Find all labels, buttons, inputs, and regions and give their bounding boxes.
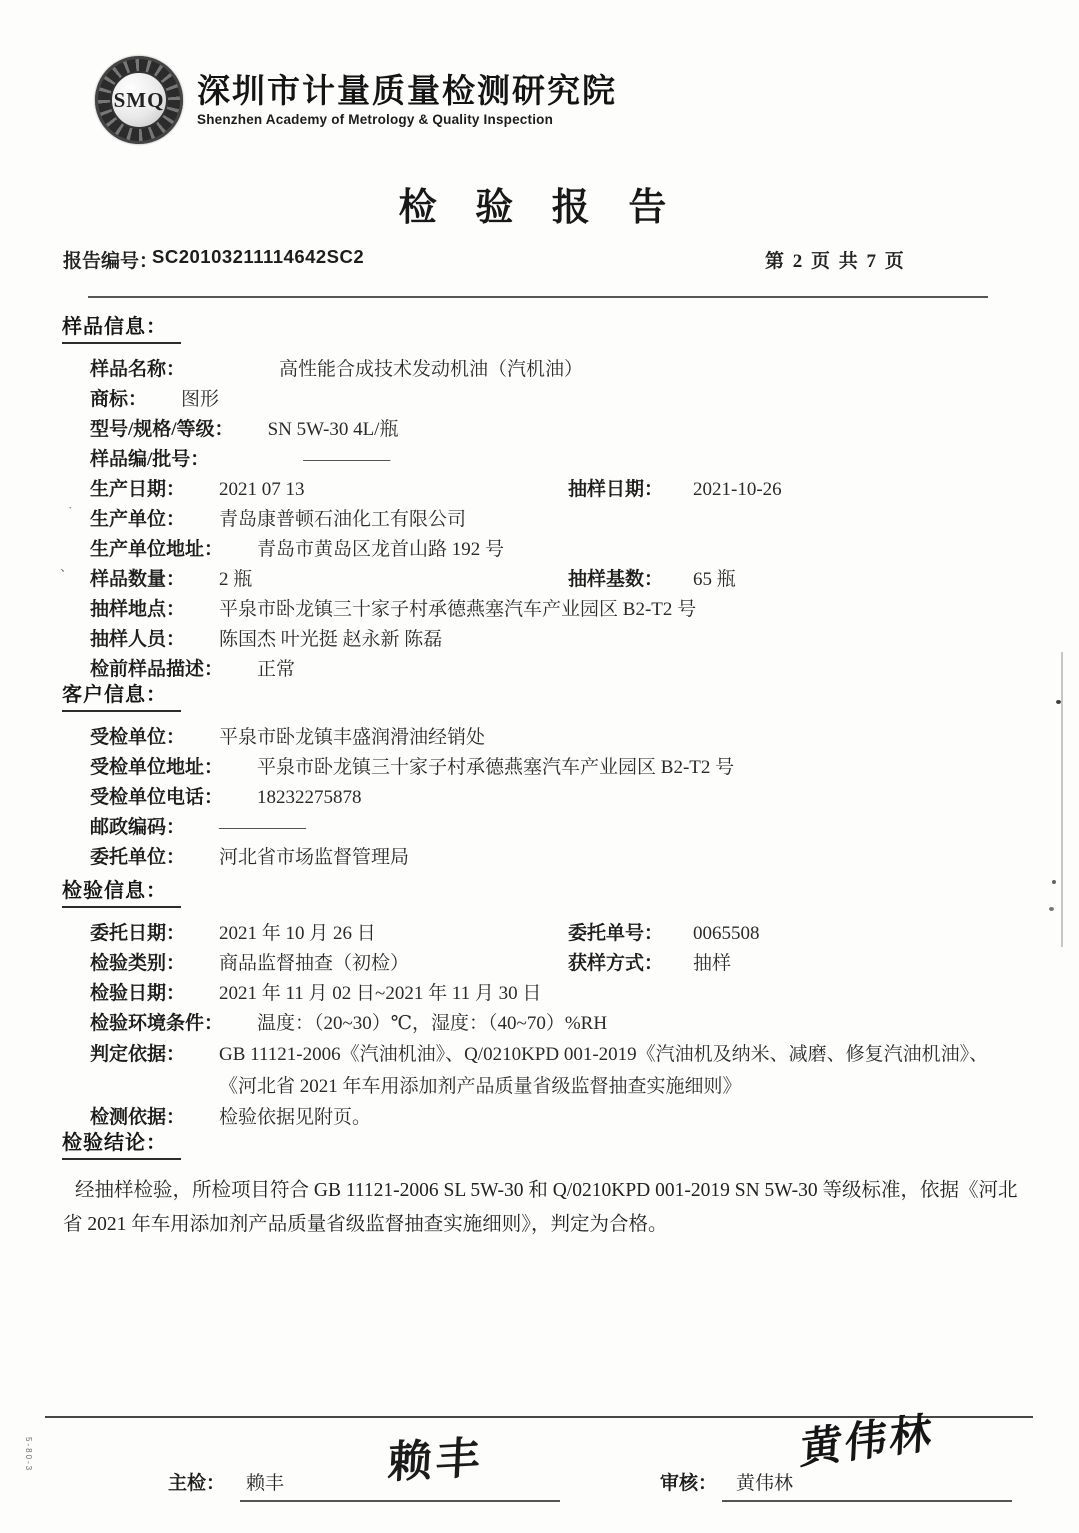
field-value: 检验依据见附页。 [219,1107,372,1128]
report-number-label: 报告编号： [63,251,159,272]
field-row-sampling-place [0,595,1079,625]
field-pair-entrust-no [568,919,760,949]
reviewer-printed-name: 黄伟林 [736,1473,794,1494]
field-label: 获样方式： [568,953,664,974]
field-row-manufacturer-address [0,535,1079,565]
field-value: 18232275878 [257,787,362,808]
inspector-printed-name: 赖丰 [246,1473,285,1494]
field-value: 青岛康普顿石油化工有限公司 [219,509,467,530]
field-row-manufacturer [0,505,1079,535]
reviewer-handwritten-signature: 黄伟林 [799,1407,936,1474]
field-row-inspection-date [0,979,1079,1009]
letterhead [95,56,617,144]
field-label: 委托单位： [90,847,186,868]
field-value: 抽样 [693,953,732,974]
field-row-inspection-category [0,949,1079,979]
section-inspection-info [0,874,1079,1133]
inspector-label: 主检： [168,1473,226,1494]
section-title-sample: 样品信息： [62,310,181,344]
field-value: 温度：（20~30）℃，湿度：（40~70）%RH [257,1013,608,1034]
field-value: 正常 [257,659,296,680]
field-label: 检验环境条件： [90,1013,224,1034]
field-label: 抽样基数： [568,569,664,590]
field-value: ————— [219,817,305,838]
section-sample-info [0,310,1079,685]
field-pair-sample-obtain-method [568,949,731,979]
field-row-trademark [0,385,1079,415]
field-row-environment-conditions [0,1009,1079,1039]
field-label: 生产日期： [90,479,186,500]
field-value: 图形 [181,389,220,410]
inspection-rows [0,919,1079,1133]
section-conclusion [0,1126,1079,1242]
org-name-cn: 深圳市计量质量检测研究院 [197,71,617,109]
field-label: 生产单位地址： [90,539,224,560]
field-label: 判定依据： [90,1044,186,1065]
field-label: 委托日期： [90,923,186,944]
field-value: 2021 07 13 [219,479,305,500]
org-name-en: Shenzhen Academy of Metrology & Quality Inspection [197,112,554,128]
field-label: 检测依据： [90,1107,186,1128]
field-label: 邮政编码： [90,817,186,838]
field-value: 高性能合成技术发动机油（汽机油） [279,359,584,380]
scan-dot-artifact: 、 [60,559,74,574]
field-row-sample-name [0,355,1079,385]
field-row-entrust-date [0,919,1079,949]
report-number-value: SC20103211114642SC2 [152,246,365,267]
field-pair-sampling-date [568,475,782,505]
field-row-inspected-unit-address [0,753,1079,783]
section-title-customer: 客户信息： [62,678,181,712]
field-label: 抽样地点： [90,599,186,620]
field-label: 检前样品描述： [90,659,224,680]
field-row-inspected-unit-phone [0,783,1079,813]
sample-rows [0,355,1079,685]
field-label: 抽样日期： [568,479,664,500]
customer-rows [0,723,1079,873]
field-label: 受检单位： [90,727,186,748]
field-value: 2021 年 10 月 26 日 [219,923,376,944]
org-names [197,73,617,127]
section-title-inspection: 检验信息： [62,874,181,908]
scan-edge-artifact [1061,652,1063,947]
report-title: 检 验 报 告 [398,187,681,229]
field-value: 0065508 [693,923,760,944]
section-customer-info [0,678,1079,873]
field-label: 抽样人员： [90,629,186,650]
field-label: 检验类别： [90,953,186,974]
field-value: 平泉市卧龙镇三十家子村承德燕塞汽车产业园区 B2-T2 号 [219,599,697,620]
field-value: 平泉市卧龙镇三十家子村承德燕塞汽车产业园区 B2-T2 号 [257,757,735,778]
inspector-signature-line [240,1500,560,1502]
field-pair-sampling-base [568,565,736,595]
section-title-conclusion: 检验结论： [62,1126,181,1160]
field-label: 样品数量： [90,569,186,590]
field-value: 2 瓶 [219,569,253,590]
field-row-batch-no [0,445,1079,475]
field-row-inspected-unit [0,723,1079,753]
scan-speck [1056,700,1061,704]
reviewer-signature-line [722,1500,1012,1502]
form-edge-code: 5-80-3 [24,1437,33,1473]
smq-seal-icon [95,56,183,144]
smq-seal-inner [110,71,168,129]
field-label: 样品名称： [90,359,186,380]
field-row-sampling-personnel [0,625,1079,655]
header-divider [88,296,988,298]
field-label: 受检单位电话： [90,787,224,808]
field-row-judgment-basis [0,1039,1079,1103]
logo-text: SMQ [113,87,165,112]
field-value: 65 瓶 [693,569,736,590]
field-label: 生产单位： [90,509,186,530]
field-value: GB 11121-2006《汽油机油》、Q/0210KPD 001-2019《汽油机及纳米、减磨、修复汽油机油》、《河北省 2021 年车用添加剂产品质量省级监督抽查实施细则》 [219,1044,989,1097]
reviewer-label: 审核： [660,1473,718,1494]
field-row-postal-code [0,813,1079,843]
field-row-production-date [0,475,1079,505]
scan-speck [1052,880,1056,884]
field-label: 检验日期： [90,983,186,1004]
field-value: 2021 年 11 月 02 日~2021 年 11 月 30 日 [219,983,542,1004]
field-value: 平泉市卧龙镇丰盛润滑油经销处 [219,727,486,748]
page-indicator: 第 2 页 共 7 页 [765,251,906,272]
inspector-handwritten-signature: 赖丰 [386,1432,486,1489]
field-value: 青岛市黄岛区龙首山路 192 号 [257,539,505,560]
field-value: ————— [303,449,389,470]
field-label: 样品编/批号： [90,449,210,470]
field-value: 2021-10-26 [693,479,782,500]
field-row-model-spec [0,415,1079,445]
conclusion-text: 经抽样检验，所检项目符合 GB 11121-2006 SL 5W-30 和 Q/0210KPD 001-2019 SN 5W-30 等级标准，依据《河北省 2021 年车用添加剂产品质量省级监督抽查实施细则》，判定为合格。 [63,1180,1018,1235]
field-label: 委托单号： [568,923,664,944]
field-value: 商品监督抽查（初检） [219,953,410,974]
field-value: SN 5W-30 4L/瓶 [267,419,399,440]
field-row-sample-quantity [0,565,1079,595]
field-value: 河北省市场监督管理局 [219,847,410,868]
field-row-entrusting-unit [0,843,1079,873]
scan-dot-artifact: · [68,500,73,515]
field-label: 商标： [90,389,148,410]
field-value: 陈国杰 叶光挺 赵永新 陈磊 [219,629,443,650]
field-label: 受检单位地址： [90,757,224,778]
field-label: 型号/规格/等级： [90,419,234,440]
scan-speck [1049,907,1054,911]
